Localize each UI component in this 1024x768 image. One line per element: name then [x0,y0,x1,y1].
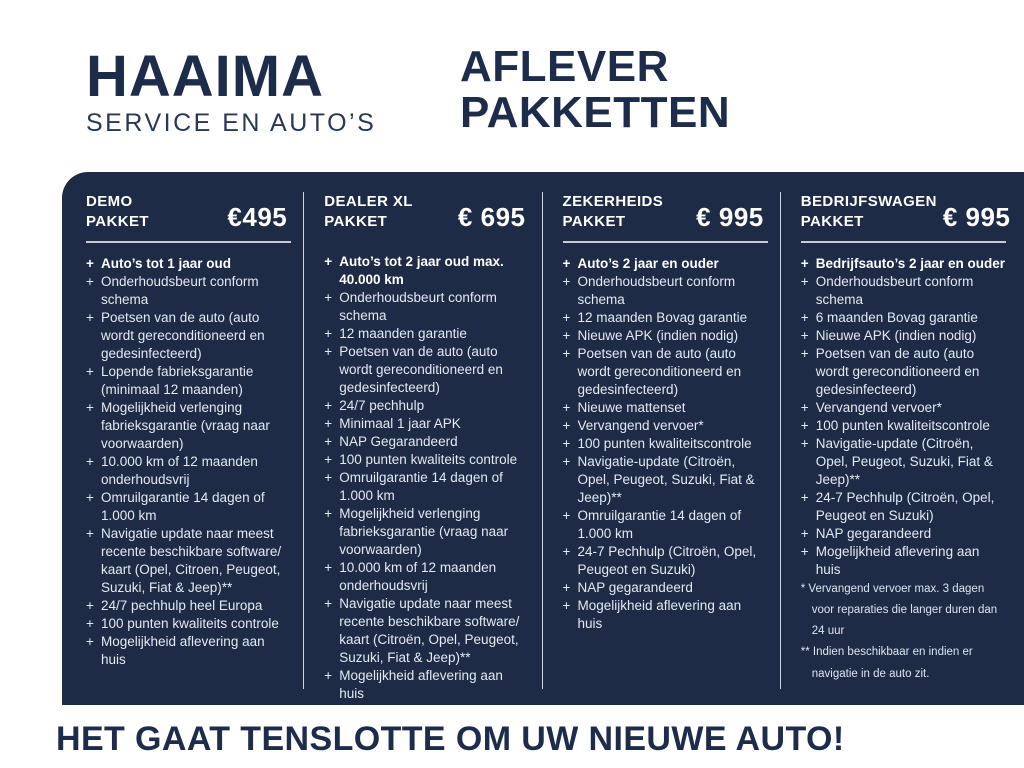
package-item-text: Mogelijkheid aflevering aan huis [101,634,265,667]
package-item-text: Omruilgarantie 14 dagen of 1.000 km [101,490,265,523]
package-price: € 695 [457,202,526,232]
package-item-text: Nieuwe APK (indien nodig) [815,327,977,343]
plus-bullet-icon: + [86,490,94,505]
package-item [563,255,768,273]
package-items [563,255,768,633]
package-name-line: ZEKERHEIDS [562,193,664,210]
package-item [801,525,1006,543]
package-item-text: Poetsen van de auto (auto wordt gereconditioneerd en gedesinfecteerd) [815,345,980,397]
package-item [801,489,1006,525]
package-item-text: Poetsen van de auto (auto wordt gereconditioneerd en gedesinfecteerd) [101,310,265,361]
dealer-logo-name: HAAIMA [86,44,324,109]
package-item [801,255,1006,273]
dealer-logo [86,44,377,138]
package-item-text: Vervangend vervoer* [815,399,942,415]
package-item-text: Nieuwe APK (indien nodig) [577,328,739,343]
package-header [800,192,1011,232]
package-item-text: 24/7 pechhulp heel Europa [101,598,263,613]
package-item [86,309,291,363]
plus-bullet-icon: + [800,417,809,433]
package-item-text: 100 punten kwaliteitscontrole [815,417,990,433]
package-item [563,417,768,435]
package-item [86,453,291,489]
package-item [324,253,529,289]
footnotes [801,579,1006,689]
package-item-text: Mogelijkheid aflevering aan huis [339,668,503,701]
package-item-text: 100 punten kwaliteits controle [339,452,518,467]
package-item [801,417,1006,435]
package-item [86,489,291,525]
package-item-text: Bedrijfsauto’s 2 jaar en ouder [815,255,1006,271]
package-item [324,343,529,397]
package-item-text: 24-7 Pechhulp (Citroën, Opel, Peugeot en Suzuki) [577,544,757,577]
package-item [563,597,768,633]
package-name-line: DEMO [86,193,133,210]
plus-bullet-icon: + [562,544,571,559]
plus-bullet-icon: + [562,418,571,433]
package-column [303,192,541,701]
package-price: €495 [227,202,288,232]
plus-bullet-icon: + [562,454,571,469]
package-item-text: 12 maanden garantie [339,326,467,341]
package-item [86,615,291,633]
package-header [563,192,768,231]
package-item-text: Mogelijkheid aflevering aan huis [577,598,742,631]
package-item [801,345,1006,399]
package-name-line: PAKKET [800,212,864,230]
plus-bullet-icon: + [800,273,809,289]
package-item [324,289,529,325]
package-item-text: NAP gegarandeerd [577,580,693,595]
package-item-text: Onderhoudsbeurt conform schema [101,274,259,307]
package-name [324,192,413,231]
package-item [324,397,529,415]
package-item-text: Poetsen van de auto (auto wordt gereconditioneerd en gedesinfecteerd) [339,344,503,395]
package-item-text: 10.000 km of 12 maanden onderhoudsvrij [101,454,258,487]
packages-panel [62,172,1024,705]
plus-bullet-icon: + [86,400,94,415]
package-item [563,345,768,399]
package-divider [801,241,1006,243]
package-item [563,453,768,507]
plus-bullet-icon: + [562,328,571,343]
package-item [324,505,529,559]
plus-bullet-icon: + [800,399,809,415]
package-name [563,192,664,231]
package-item [86,255,291,273]
package-item-text: Onderhoudsbeurt conform schema [577,274,736,307]
package-column [542,192,780,689]
package-item-text: Poetsen van de auto (auto wordt gereconditioneerd en gedesinfecteerd) [577,346,742,397]
plus-bullet-icon: + [324,344,333,359]
plus-bullet-icon: + [324,452,333,467]
plus-bullet-icon: + [562,256,571,271]
plus-bullet-icon: + [86,256,94,271]
package-column [780,192,1018,689]
plus-bullet-icon: + [324,254,333,269]
package-item-text: Navigatie-update (Citroën, Opel, Peugeot, Suzuki, Fiat & Jeep)** [815,435,993,487]
package-item-text: Auto’s 2 jaar en ouder [577,256,719,271]
plus-bullet-icon: + [800,345,809,361]
package-item-text: Lopende fabrieksgarantie (minimaal 12 maanden) [101,364,254,397]
package-item-text: Nieuwe mattenset [577,400,686,415]
package-items [86,255,291,669]
plus-bullet-icon: + [86,454,94,469]
package-item-text: Navigatie update naar meest recente beschikbare software/ kaart (Citroën, Opel, Peugeot, Suzuki, Fiat & Jeep)** [339,596,520,665]
package-item [563,543,768,579]
package-item-text: NAP Gegarandeerd [339,434,458,449]
plus-bullet-icon: + [324,434,333,449]
package-item [86,363,291,399]
package-items [801,255,1006,579]
package-item [324,667,529,703]
package-item-text: 24-7 Pechhulp (Citroën, Opel, Peugeot en Suzuki) [815,489,995,523]
plus-bullet-icon: + [562,436,571,451]
package-item [324,433,529,451]
package-item-text: Mogelijkheid verlenging fabrieksgarantie (vraag naar voorwaarden) [101,400,270,451]
package-item [801,543,1006,579]
plus-bullet-icon: + [86,364,94,379]
package-name [86,192,149,231]
plus-bullet-icon: + [562,346,571,361]
tagline: HET GAAT TENSLOTTE OM UW NIEUWE AUTO! [56,720,845,758]
package-item [563,435,768,453]
package-name-line: DEALER XL [324,193,413,210]
package-item-text: 12 maanden Bovag garantie [577,310,748,325]
package-item [563,507,768,543]
plus-bullet-icon: + [86,274,94,289]
footnote: * Vervangend vervoer max. 3 dagen voor reparaties die langer duren dan 24 uur [800,582,998,638]
plus-bullet-icon: + [86,634,94,649]
package-item-text: Navigatie update naar meest recente beschikbare software/ kaart (Opel, Citroen, Peugeot, Suzuki, Fiat & Jeep)** [101,526,282,595]
package-items [324,253,529,703]
package-header [86,192,291,231]
package-item [324,469,529,505]
package-item-text: Onderhoudsbeurt conform schema [339,290,497,323]
plus-bullet-icon: + [86,310,94,325]
dealer-logo-subtitle: SERVICE EN AUTO’S [86,109,377,137]
plus-bullet-icon: + [86,598,94,613]
package-item [86,633,291,669]
plus-bullet-icon: + [324,596,333,611]
plus-bullet-icon: + [800,435,809,451]
package-item [563,309,768,327]
package-item [801,273,1006,309]
package-item-text: Vervangend vervoer* [577,418,704,433]
package-item [86,399,291,453]
package-item [86,273,291,309]
package-item [324,415,529,433]
package-name [801,192,937,231]
plus-bullet-icon: + [562,400,571,415]
package-divider [86,241,291,243]
plus-bullet-icon: + [800,543,809,559]
package-item [801,399,1006,417]
page-title-line2: PAKKETTEN [460,87,731,137]
package-header [324,192,529,231]
package-item-text: Minimaal 1 jaar APK [339,416,461,431]
package-item-text: 100 punten kwaliteits controle [101,616,279,631]
footnote: ** Indien beschikbaar en indien er navigatie in de auto zit. [800,646,973,680]
package-item [86,525,291,597]
plus-bullet-icon: + [324,668,333,683]
plus-bullet-icon: + [562,598,571,613]
package-item [324,559,529,595]
plus-bullet-icon: + [800,525,809,541]
plus-bullet-icon: + [562,310,571,325]
package-item [563,327,768,345]
package-item [801,327,1006,345]
package-item-text: Omruilgarantie 14 dagen of 1.000 km [577,508,742,541]
package-item-text: Omruilgarantie 14 dagen of 1.000 km [339,470,503,503]
plus-bullet-icon: + [800,309,809,325]
package-column [66,192,303,689]
plus-bullet-icon: + [562,274,571,289]
package-item-text: Navigatie-update (Citroën, Opel, Peugeot, Suzuki, Fiat & Jeep)** [577,454,755,505]
package-item [563,579,768,597]
package-price: € 995 [696,202,764,232]
plus-bullet-icon: + [324,470,333,485]
page-title-line1: AFLEVER [460,42,669,91]
plus-bullet-icon: + [324,326,333,341]
package-item [563,399,768,417]
package-name-line: PAKKET [562,212,626,230]
package-item-text: 6 maanden Bovag garantie [815,309,978,325]
package-item-text: 100 punten kwaliteitscontrole [577,436,752,451]
page-title [460,44,730,136]
package-item [324,595,529,667]
plus-bullet-icon: + [562,508,571,523]
package-item-text: Auto’s tot 1 jaar oud [101,256,232,271]
plus-bullet-icon: + [86,526,94,541]
package-item-text: NAP gegarandeerd [815,525,932,541]
package-item-text: Auto’s tot 2 jaar oud max. 40.000 km [339,254,504,287]
plus-bullet-icon: + [324,290,333,305]
plus-bullet-icon: + [800,327,809,343]
package-item-text: Mogelijkheid verlenging fabrieksgarantie (vraag naar voorwaarden) [339,506,509,557]
package-price: € 995 [942,202,1011,232]
plus-bullet-icon: + [324,398,333,413]
package-item [801,435,1006,489]
plus-bullet-icon: + [562,580,571,595]
package-item [563,273,768,309]
package-item-text: Mogelijkheid aflevering aan huis [815,543,980,577]
package-item [801,309,1006,327]
plus-bullet-icon: + [86,616,94,631]
plus-bullet-icon: + [324,560,333,575]
package-item [324,325,529,343]
package-name-line: PAKKET [86,212,149,230]
package-divider [563,241,768,243]
plus-bullet-icon: + [324,506,333,521]
package-item-text: 10.000 km of 12 maanden onderhoudsvrij [339,560,497,593]
package-name-line: PAKKET [324,212,388,230]
package-name-line: BEDRIJFSWAGEN [800,193,937,210]
package-item-text: 24/7 pechhulp [339,398,425,413]
package-item [86,597,291,615]
plus-bullet-icon: + [800,255,809,271]
plus-bullet-icon: + [800,489,809,505]
plus-bullet-icon: + [324,416,333,431]
package-item-text: Onderhoudsbeurt conform schema [815,273,974,307]
package-item [324,451,529,469]
